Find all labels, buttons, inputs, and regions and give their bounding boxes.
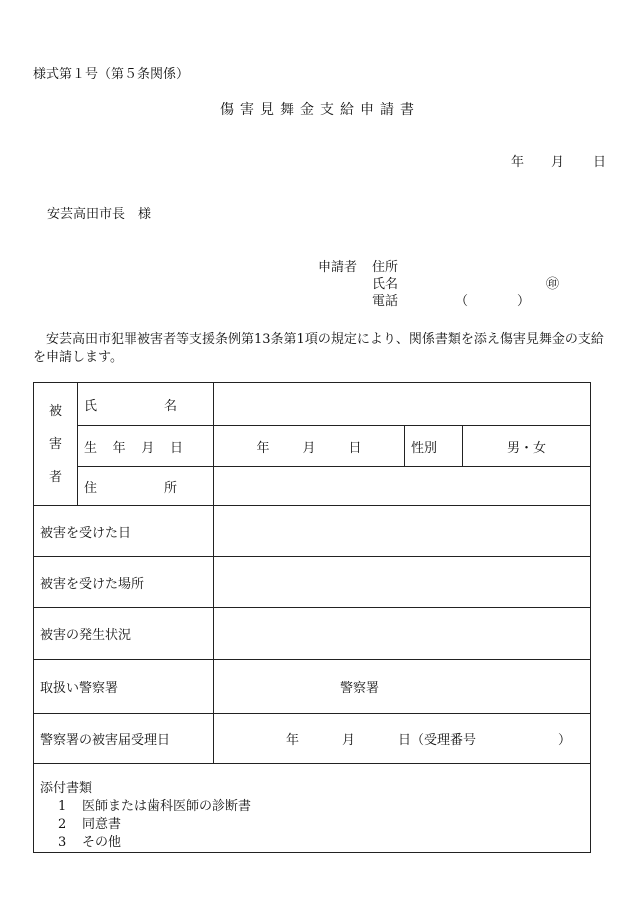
victim-char-3: 者 [48,469,62,485]
report-date-label: 警察署の被害届受理日 [34,714,214,764]
victim-sex-options[interactable]: 男・女 [463,426,591,467]
birth-char-1: 生 [84,440,98,456]
report-close-paren: ） [558,733,572,748]
birth-day-unit: 日 [348,440,362,456]
intro-text [33,331,608,367]
report-month-unit: 月 [342,733,356,748]
attachment-text: 同意書 [82,817,122,832]
attachments-section [34,764,591,853]
birth-char-3: 月 [141,440,155,456]
victim-birth-field[interactable] [214,426,405,467]
attachment-num: 3 [58,835,67,850]
victim-birth-label [78,426,214,467]
attachment-item [40,816,584,834]
address-char-2: 所 [163,480,177,496]
attachment-num: 1 [58,799,67,814]
form-number: 様式第１号（第５条関係） [33,67,190,82]
victim-char-1: 被 [48,403,62,419]
birth-char-4: 日 [169,440,183,456]
report-date-field[interactable] [214,714,591,764]
birth-month-unit: 月 [302,440,316,456]
birth-char-2: 年 [112,440,126,456]
victim-group-label [34,383,78,506]
victim-name-char-1: 氏 [84,398,98,414]
attachment-item [40,798,584,816]
victim-name-field[interactable] [214,383,591,426]
applicant-address-label: 住所 [372,260,399,275]
police-station-label: 取扱い警察署 [34,660,214,714]
victim-address-label [78,467,214,506]
attachment-num: 2 [58,817,67,832]
date-year: 年 [511,155,525,170]
applicant-label: 申請者 [318,260,358,275]
police-station-field[interactable] [214,660,591,714]
victim-sex-label: 性別 [405,426,463,467]
page-title: 傷害見舞金支給申請書 [220,102,420,118]
victim-char-2: 害 [48,436,62,452]
date-day: 日 [593,155,607,170]
attachment-item [40,834,584,852]
damage-situation-field[interactable] [214,608,591,660]
birth-year-unit: 年 [256,440,270,456]
applicant-name-label: 氏名 [372,277,399,292]
applicant-phone-label: 電話 [372,294,399,309]
phone-paren-close: ） [517,294,531,309]
report-year-unit: 年 [286,733,300,748]
application-form-table [33,382,591,853]
report-day-unit: 日（受理番号 [398,733,477,748]
address-char-1: 住 [84,480,98,496]
damage-place-field[interactable] [214,557,591,608]
victim-name-char-2: 名 [163,398,177,414]
date-month: 月 [551,155,565,170]
damage-date-field[interactable] [214,506,591,557]
damage-date-label: 被害を受けた日 [34,506,214,557]
seal-mark: ㊞ [546,277,560,292]
addressee: 安芸高田市長 様 [47,207,152,222]
damage-place-label: 被害を受けた場所 [34,557,214,608]
victim-address-field[interactable] [214,467,591,506]
attachment-text: その他 [82,835,122,850]
phone-paren-open: （ [455,294,469,309]
intro-text-content: 安芸高田市犯罪被害者等支援条例第13条第1項の規定により、関係書類を添え傷害見舞金の支給を申請します。 [33,332,604,365]
police-station-suffix: 警察署 [340,681,380,696]
victim-name-label [78,383,214,426]
attachment-text: 医師または歯科医師の診断書 [82,799,252,814]
damage-situation-label: 被害の発生状況 [34,608,214,660]
attachments-heading: 添付書類 [40,781,93,796]
